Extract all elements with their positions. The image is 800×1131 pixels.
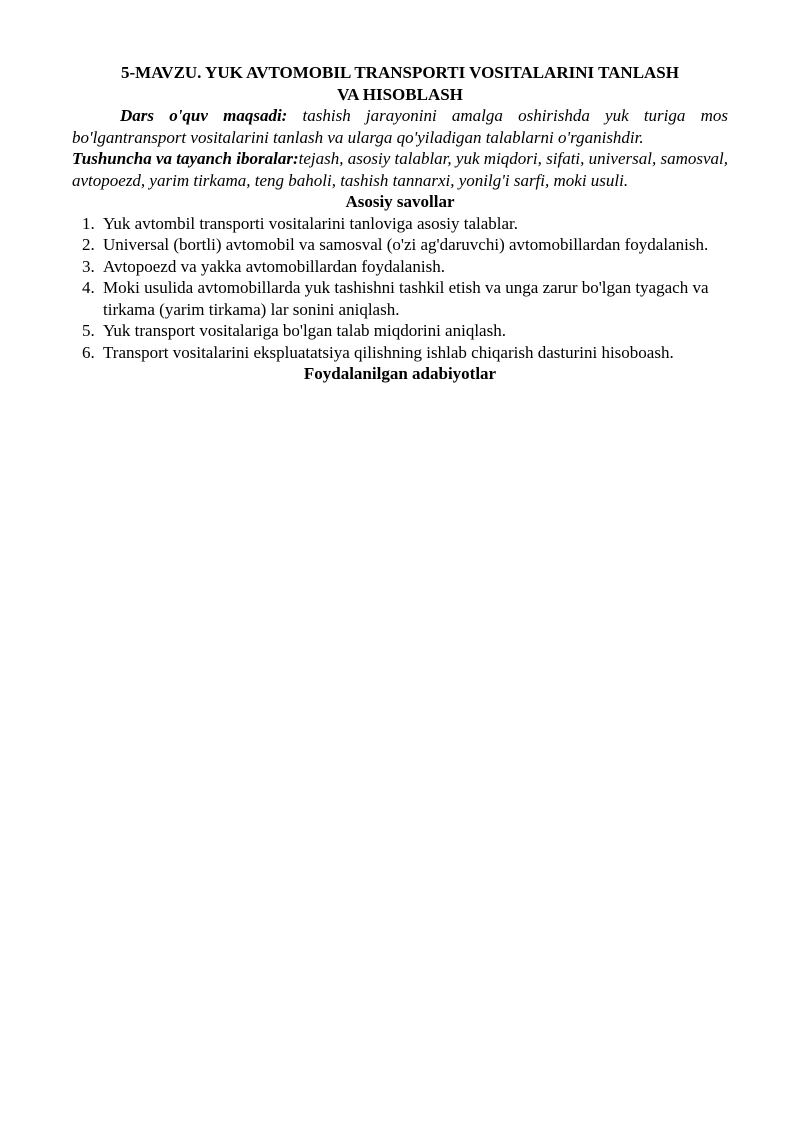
title-line-1: 5-MAVZU. YUK AVTOMOBIL TRANSPORTI VOSITALARINI TANLASH [121,63,679,82]
title-line-2: VA HISOBLASH [337,84,463,104]
questions-list [72,213,728,364]
list-item [72,342,728,364]
list-item-number: 6. [82,342,95,362]
keywords-paragraph [72,148,728,191]
lesson-goal-label: Dars o'quv maqsadi: [120,106,288,125]
list-item-text: Yuk avtombil transporti vositalarini tanloviga asosiy talablar. [103,213,519,233]
lesson-goal-text: tashish jarayonini amalga oshirishda yuk turiga mos bo'lgantransport vositalarini tanlash va ularga qo'yiladigan talablarni o'rganishdir. [72,106,728,147]
list-item-text: Universal (bortli) avtomobil va samosval (o'zi ag'daruvchi) avtomobillardan foydalanish. [103,235,709,254]
list-item-number: 5. [82,321,95,340]
list-item-number: 1. [82,213,95,233]
list-item-text: Yuk transport vositalariga bo'lgan talab miqdorini aniqlash. [103,321,506,340]
list-item-text: Transport vositalarini ekspluatatsiya qilishning ishlab chiqarish dasturini hisoboash. [103,342,674,362]
keywords-label: Tushuncha va tayanch iboralar: [72,149,299,168]
list-item-number: 2. [82,235,95,254]
document-page [72,62,728,385]
keywords-text: tejash, asosiy talablar, yuk miqdori, sifati, universal, samosval, avtopoezd, yarim tirkama, teng baholi, tashish tannarxi, yonilg'i sarfi, moki usuli. [72,149,728,190]
list-item [72,256,728,278]
list-item [72,213,728,235]
list-item-text: Moki usulida avtomobillarda yuk tashishni tashkil etish va unga zarur bo'lgan tyagach va tirkama (yarim tirkama) lar sonini aniqlash. [103,278,709,319]
list-item [72,234,728,256]
list-item-number: 4. [82,278,95,297]
document-title [72,62,728,105]
list-item-number: 3. [82,256,95,276]
list-item [72,277,728,320]
lesson-goal-paragraph [72,105,728,148]
list-item [72,320,728,342]
references-heading: Foydalanilgan adabiyotlar [303,364,497,383]
questions-heading: Asosiy savollar [345,192,455,211]
list-item-text: Avtopoezd va yakka avtomobillardan foydalanish. [103,256,445,276]
